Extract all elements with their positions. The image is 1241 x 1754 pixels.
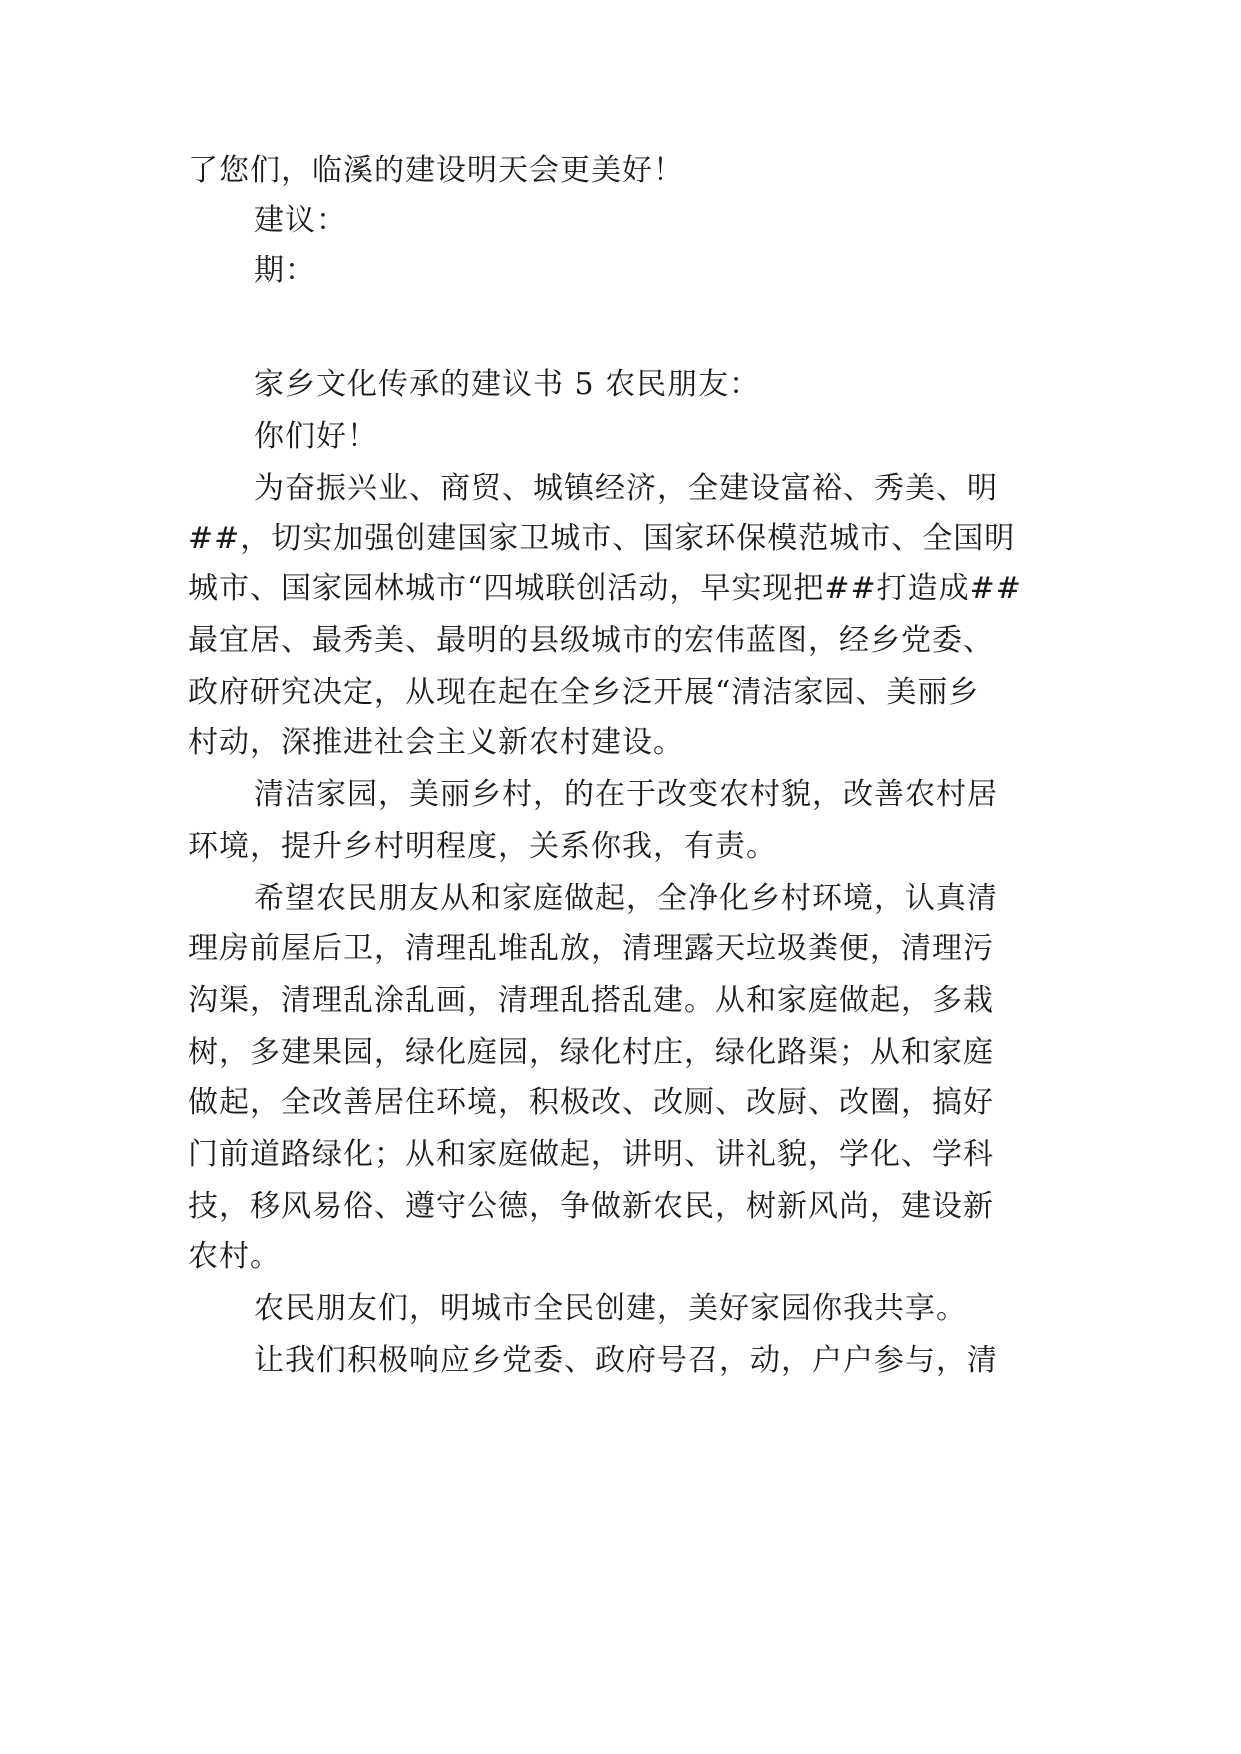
text-line-3: 期：	[254, 253, 316, 288]
text-line-23: 让我们积极响应乡党委、政府号召，动，户户参与，清	[254, 1343, 998, 1378]
text-line-17: 树，多建果园，绿化庭园，绿化村庄，绿化路渠；从和家庭	[188, 1035, 994, 1070]
text-line-10: 政府研究决定，从现在起在全乡泛开展“清洁家园、美丽乡	[188, 675, 980, 710]
text-line-9: 最宜居、最秀美、最明的县级城市的宏伟蓝图，经乡党委、	[188, 623, 994, 658]
text-line-18: 做起，全改善居住环境，积极改、改厕、改厨、改圈，搞好	[188, 1085, 994, 1120]
text-line-15: 理房前屋后卫，清理乱堆乱放，清理露天垃圾粪便，清理污	[188, 931, 994, 966]
text-line-6: 为奋振兴业、商贸、城镇经济，全建设富裕、秀美、明	[254, 471, 998, 506]
text-line-14: 希望农民朋友从和家庭做起，全净化乡村环境，认真清	[254, 881, 998, 916]
text-line-21: 农村。	[188, 1239, 281, 1274]
text-line-16: 沟渠，清理乱涂乱画，清理乱搭乱建。从和家庭做起，多栽	[188, 983, 994, 1018]
text-line-2: 建议：	[254, 203, 347, 238]
text-line-7: ##，切实加强创建国家卫城市、国家环保模范城市、全国明	[188, 521, 1016, 556]
text-line-12: 清洁家园，美丽乡村，的在于改变农村貌，改善农村居	[254, 777, 998, 812]
text-line-13: 环境，提升乡村明程度，关系你我，有责。	[188, 829, 777, 864]
text-line-5: 你们好！	[254, 419, 378, 454]
text-line-20: 技，移风易俗、遵守公德，争做新农民，树新风尚，建设新	[188, 1189, 994, 1224]
text-line-11: 村动，深推进社会主义新农村建设。	[188, 725, 684, 760]
text-line-8: 城市、国家园林城市“四城联创活动，早实现把##打造成##	[188, 571, 1022, 606]
text-line-19: 门前道路绿化；从和家庭做起，讲明、讲礼貌，学化、学科	[188, 1137, 994, 1172]
text-line-4: 家乡文化传承的建议书 5 农民朋友：	[254, 367, 761, 402]
text-line-22: 农民朋友们，明城市全民创建，美好家园你我共享。	[254, 1291, 967, 1326]
text-line-1: 了您们，临溪的建设明天会更美好！	[188, 153, 684, 188]
